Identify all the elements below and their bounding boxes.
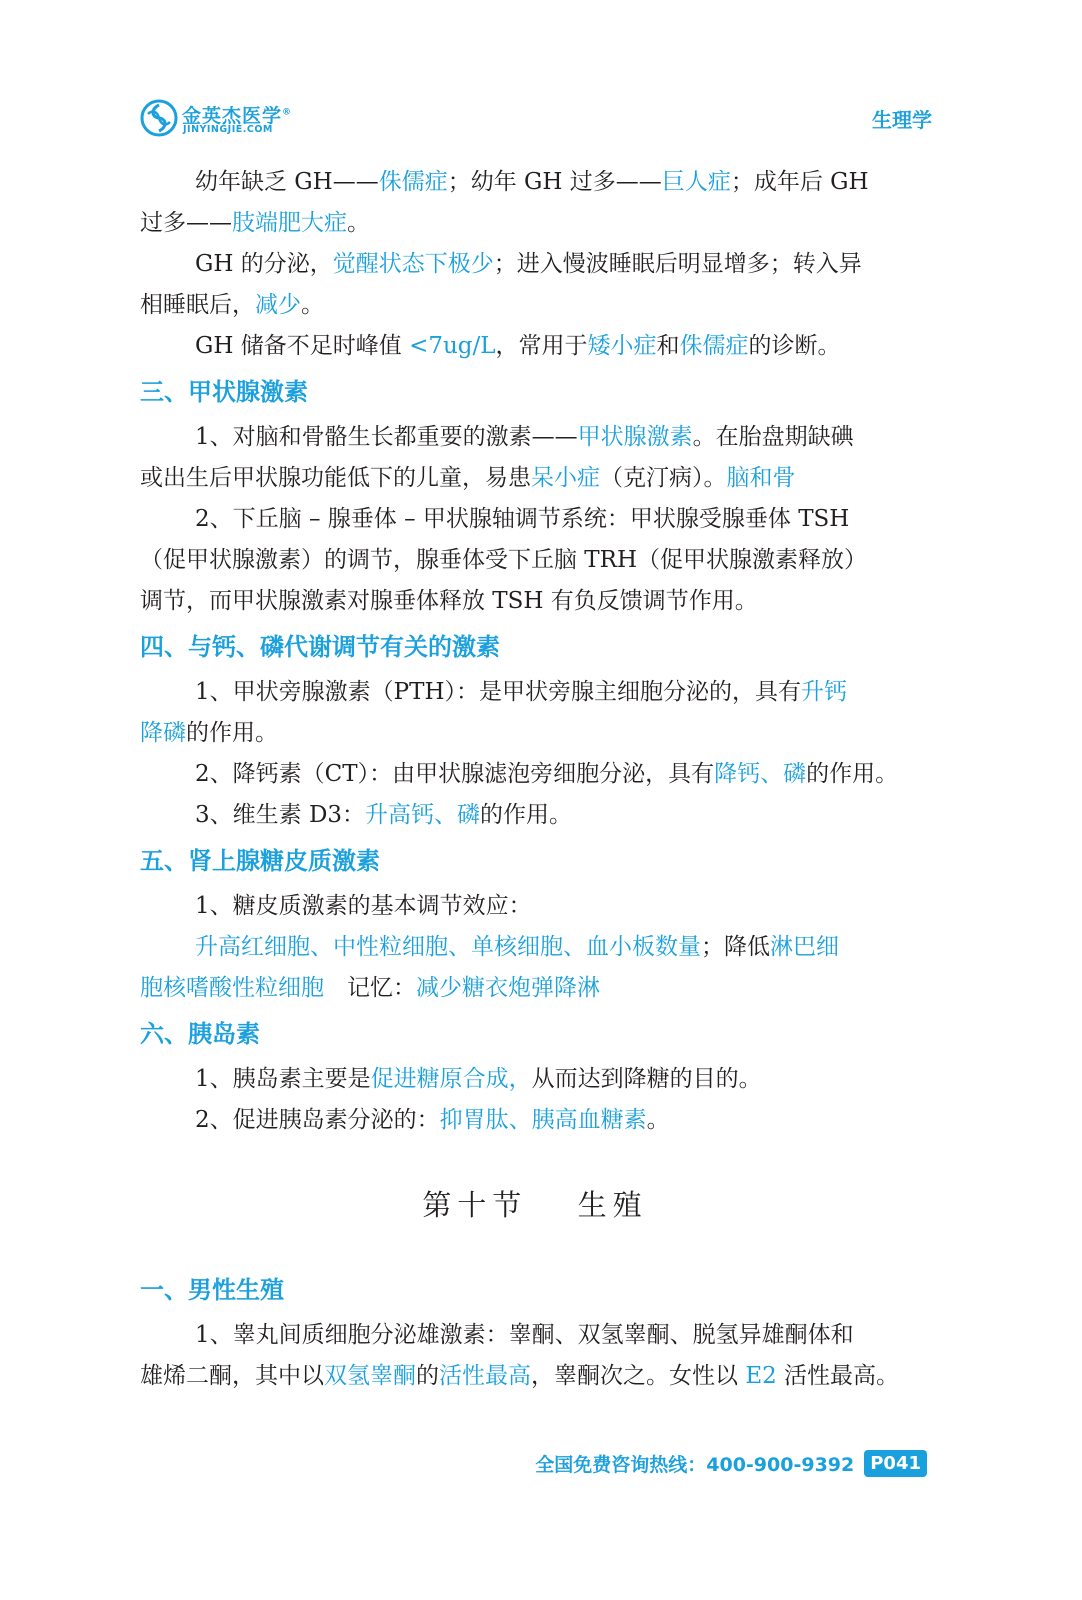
page-header [0, 0, 1082, 160]
paragraph: GH 的分泌，觉醒状态下极少；进入慢波睡眠后明显增多；转入异 [195, 251, 862, 277]
paragraph: 相睡眠后，减少。 [140, 292, 324, 318]
hotline-text: 全国免费咨询热线：400-900-9392 [535, 1453, 855, 1476]
heading-thyroid-hormone: 三、甲状腺激素 [140, 378, 308, 406]
paragraph: 3、维生素 D3：升高钙、磷的作用。 [195, 802, 573, 828]
brand-domain: JINYINGJIE.COM [183, 124, 273, 135]
heading-calcium-phosphate: 四、与钙、磷代谢调节有关的激素 [140, 633, 500, 661]
paragraph: 升高红细胞、中性粒细胞、单核细胞、血小板数量；降低淋巴细 [195, 934, 839, 960]
paragraph: 或出生后甲状腺功能低下的儿童，易患呆小症（克汀病）。脑和骨 [140, 465, 796, 491]
page-content [140, 162, 930, 1397]
brand-name: 金英杰医学® [182, 105, 293, 127]
brand-logo-icon [140, 99, 178, 137]
heading-male-reproduction: 一、男性生殖 [140, 1276, 284, 1304]
section-title: 第十节 生殖 [422, 1188, 648, 1222]
paragraph: 2、下丘脑 – 腺垂体 – 甲状腺轴调节系统：甲状腺受腺垂体 TSH [195, 506, 850, 532]
paragraph: 1、对脑和骨骼生长都重要的激素——甲状腺激素。在胎盘期缺碘 [195, 424, 854, 450]
paragraph: GH 储备不足时峰值 <7ug/L，常用于矮小症和侏儒症的诊断。 [195, 333, 841, 359]
paragraph: 调节，而甲状腺激素对腺垂体释放 TSH 有负反馈调节作用。 [140, 588, 758, 614]
paragraph: 胞核嗜酸性粒细胞 记忆：减少糖衣炮弹降淋 [140, 975, 600, 1001]
paragraph: 幼年缺乏 GH——侏儒症；幼年 GH 过多——巨人症；成年后 GH [195, 169, 869, 195]
paragraph: 1、胰岛素主要是促进糖原合成，从而达到降糖的目的。 [195, 1066, 762, 1092]
heading-insulin: 六、胰岛素 [140, 1020, 260, 1048]
paragraph: 1、糖皮质激素的基本调节效应： [195, 893, 532, 919]
paragraph: （促甲状腺激素）的调节，腺垂体受下丘脑 TRH（促甲状腺激素释放） [140, 547, 868, 573]
page-footer [535, 1446, 927, 1480]
paragraph: 过多——肢端肥大症。 [140, 210, 370, 236]
page-number-badge: P041 [864, 1450, 927, 1477]
paragraph: 1、睾丸间质细胞分泌雄激素：睾酮、双氢睾酮、脱氢异雄酮体和 [195, 1322, 854, 1348]
paragraph: 2、促进胰岛素分泌的：抑胃肽、胰高血糖素。 [195, 1107, 670, 1133]
subject-title: 生理学 [872, 108, 932, 132]
paragraph: 2、降钙素（CT）：由甲状腺滤泡旁细胞分泌，具有降钙、磷的作用。 [195, 761, 899, 787]
paragraph: 降磷的作用。 [140, 720, 278, 746]
paragraph: 1、甲状旁腺激素（PTH）：是甲状旁腺主细胞分泌的，具有升钙 [195, 679, 848, 705]
heading-glucocorticoid: 五、肾上腺糖皮质激素 [140, 847, 380, 875]
brand-logo [140, 99, 340, 139]
paragraph: 雄烯二酮，其中以双氢睾酮的活性最高，睾酮次之。女性以 E2 活性最高。 [140, 1363, 900, 1389]
